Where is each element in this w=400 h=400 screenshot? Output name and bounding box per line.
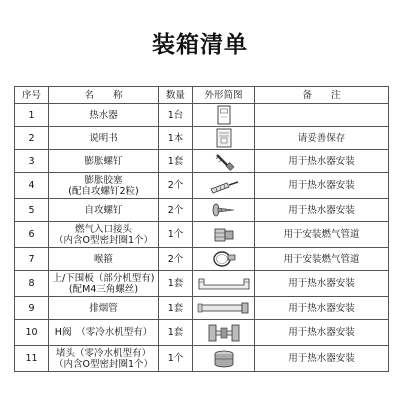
cell-note: 用于热水器安装 (255, 346, 389, 372)
table-row (15, 297, 389, 320)
cell-name: 排烟管 (49, 297, 159, 320)
header-name: 名 称 (49, 87, 159, 104)
panel-icon (196, 273, 252, 295)
table-row (15, 222, 389, 248)
cell-note: 用于热水器安装 (255, 150, 389, 173)
cell-name: 热水器 (49, 104, 159, 127)
cell-sketch (193, 104, 255, 127)
cell-note: 用于安装燃气管道 (255, 222, 389, 248)
cell-no: 4 (15, 173, 49, 199)
cell-name: 堵头（零冷水机型有） （内含O型密封圈1个） (49, 346, 159, 372)
cell-qty: 1个 (159, 346, 193, 372)
table-row (15, 346, 389, 372)
cell-sketch (193, 150, 255, 173)
cell-name: 膨胀胶塞 (配自攻螺钉2粒) (49, 173, 159, 199)
cell-no: 7 (15, 248, 49, 271)
cell-qty: 1套 (159, 271, 193, 297)
cell-qty: 2个 (159, 173, 193, 199)
cell-name: 上/下围板（部分机型有) (配M4三角螺丝) (49, 271, 159, 297)
cell-qty: 1本 (159, 127, 193, 150)
water-heater-icon (212, 105, 236, 125)
cell-note (255, 104, 389, 127)
cell-no: 1 (15, 104, 49, 127)
table-row (15, 271, 389, 297)
plug-cap-icon (209, 348, 239, 370)
table-row (15, 173, 389, 199)
table-row (15, 104, 389, 127)
cell-qty: 1套 (159, 320, 193, 346)
header-no: 序号 (15, 87, 49, 104)
cell-sketch (193, 199, 255, 222)
cell-no: 6 (15, 222, 49, 248)
cell-no: 9 (15, 297, 49, 320)
cell-no: 10 (15, 320, 49, 346)
h-valve-icon (204, 322, 244, 344)
cell-no: 3 (15, 150, 49, 173)
cell-sketch (193, 127, 255, 150)
cell-sketch (193, 346, 255, 372)
cell-note: 用于热水器安装 (255, 271, 389, 297)
expansion-screw-icon (209, 151, 239, 171)
cell-note: 请妥善保存 (255, 127, 389, 150)
self-tapping-screw-icon (209, 200, 239, 220)
cell-no: 5 (15, 199, 49, 222)
cell-name: 膨胀螺钉 (49, 150, 159, 173)
cell-qty: 1套 (159, 150, 193, 173)
table-header-row (15, 87, 389, 104)
table-row (15, 320, 389, 346)
table-row (15, 127, 389, 150)
cell-qty: 2个 (159, 199, 193, 222)
cell-name: 自攻螺钉 (49, 199, 159, 222)
cell-name: 说明书 (49, 127, 159, 150)
cell-name: H阀 （零冷水机型有） (49, 320, 159, 346)
cell-name: 喉箍 (49, 248, 159, 271)
cell-no: 8 (15, 271, 49, 297)
gas-connector-icon (209, 224, 239, 246)
cell-sketch (193, 320, 255, 346)
cell-qty: 2个 (159, 248, 193, 271)
header-sketch: 外形简图 (193, 87, 255, 104)
packing-list-table (14, 86, 389, 372)
cell-name: 燃气入口接头 （内含O型密封圈1个） (49, 222, 159, 248)
plastic-plug-icon (207, 175, 241, 197)
cell-sketch (193, 271, 255, 297)
table-row (15, 248, 389, 271)
table-row (15, 150, 389, 173)
table-row (15, 199, 389, 222)
cell-note: 用于热水器安装 (255, 297, 389, 320)
cell-qty: 1台 (159, 104, 193, 127)
cell-no: 11 (15, 346, 49, 372)
exhaust-pipe-icon (196, 298, 252, 318)
cell-qty: 1个 (159, 222, 193, 248)
cell-qty: 1套 (159, 297, 193, 320)
header-note: 备 注 (255, 87, 389, 104)
manual-icon (212, 128, 236, 148)
cell-sketch (193, 173, 255, 199)
cell-sketch (193, 222, 255, 248)
page-title: 装箱清单 (152, 32, 248, 58)
cell-note: 用于热水器安装 (255, 320, 389, 346)
header-qty: 数量 (159, 87, 193, 104)
cell-note: 用于热水器安装 (255, 199, 389, 222)
cell-sketch (193, 297, 255, 320)
cell-note: 用于热水器安装 (255, 173, 389, 199)
cell-no: 2 (15, 127, 49, 150)
hose-clamp-icon (209, 249, 239, 269)
cell-sketch (193, 248, 255, 271)
cell-note: 用于安装燃气管道 (255, 248, 389, 271)
